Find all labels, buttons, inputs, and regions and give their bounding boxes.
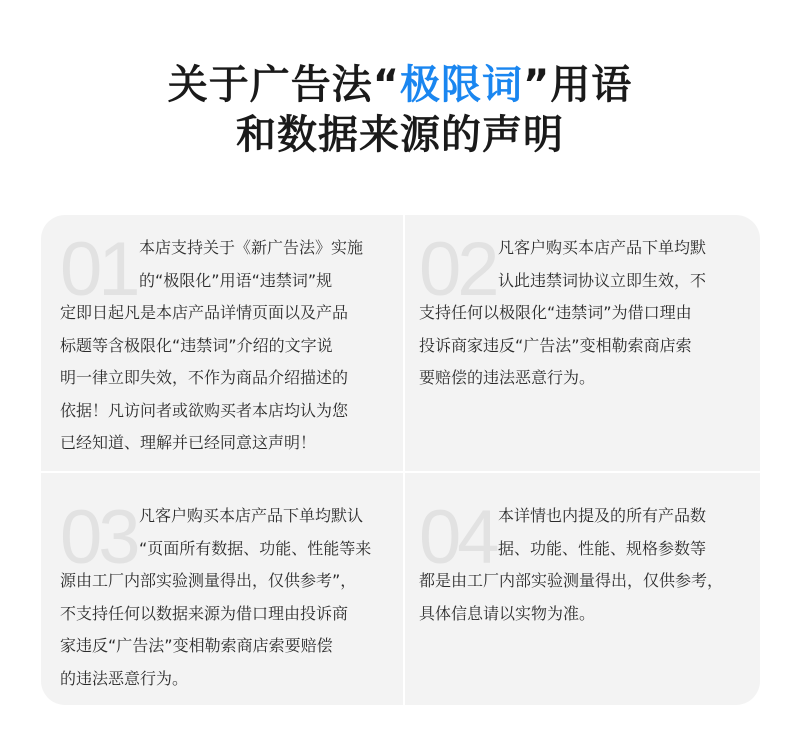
text-line: 要赔偿的违法恶意行为。 bbox=[419, 368, 596, 387]
text-line: “页面所有数据、功能、性能等来 bbox=[139, 538, 372, 558]
section-number: 02 bbox=[419, 227, 496, 312]
title-suffix: ”用语 bbox=[523, 62, 633, 108]
text-line: 家违反“广告法”变相勒索商店索要赔偿 bbox=[60, 636, 333, 655]
text-line: 依据！凡访问者或欲购买者本店均认为您 bbox=[60, 400, 349, 420]
text-line: 本详情也内提及的所有产品数 bbox=[498, 506, 707, 525]
text-line: 凡客户购买本店产品下单均默认 bbox=[139, 506, 364, 525]
page-title-line-2: 和数据来源的声明 bbox=[236, 112, 564, 158]
text-line: 已经知道、理解并已经同意这声明！ bbox=[60, 433, 317, 452]
title-prefix: 关于广告法“ bbox=[167, 62, 400, 108]
text-line: 不支持任何以数据来源为借口理由投诉商 bbox=[60, 603, 349, 623]
section-text bbox=[419, 227, 759, 395]
vertical-divider bbox=[403, 215, 405, 705]
text-line: 都是由工厂内部实验测量得出，仅供参考， bbox=[419, 571, 724, 590]
section-text bbox=[60, 495, 400, 695]
text-line: 标题等含极限化“违禁词”介绍的文字说 bbox=[60, 335, 333, 355]
section-number: 04 bbox=[419, 495, 496, 580]
section-number: 03 bbox=[60, 495, 137, 580]
statement-section-01 bbox=[60, 227, 400, 460]
text-line: 具体信息请以实物为准。 bbox=[419, 603, 596, 623]
text-line: 支持任何以极限化“违禁词”为借口理由 bbox=[419, 303, 692, 322]
text-line: 的“极限化”用语“违禁词”规 bbox=[139, 270, 333, 290]
text-line: 认此违禁词协议立即生效，不 bbox=[498, 270, 707, 290]
text-line: 源由工厂内部实验测量得出，仅供参考”， bbox=[60, 571, 357, 590]
section-number: 01 bbox=[60, 227, 137, 312]
section-text bbox=[60, 227, 400, 460]
text-line: 本店支持关于《新广告法》实施 bbox=[139, 238, 364, 257]
text-line: 投诉商家违反“广告法”变相勒索商店索 bbox=[419, 335, 692, 355]
statement-section-04 bbox=[419, 495, 759, 630]
text-line: 凡客户购买本店产品下单均默 bbox=[498, 238, 707, 257]
text-line: 据、功能、性能、规格参数等 bbox=[498, 538, 707, 558]
statement-section-02 bbox=[419, 227, 759, 395]
statement-panel bbox=[41, 215, 760, 705]
statement-section-03 bbox=[60, 495, 400, 695]
horizontal-divider bbox=[41, 471, 760, 473]
section-text bbox=[419, 495, 759, 630]
page-title-line-1 bbox=[0, 58, 800, 112]
text-line: 明一律立即失效，不作为商品介绍描述的 bbox=[60, 368, 349, 387]
text-line: 的违法恶意行为。 bbox=[60, 668, 189, 688]
text-line: 定即日起凡是本店产品详情页面以及产品 bbox=[60, 303, 349, 322]
title-highlight: 极限词 bbox=[400, 62, 523, 108]
